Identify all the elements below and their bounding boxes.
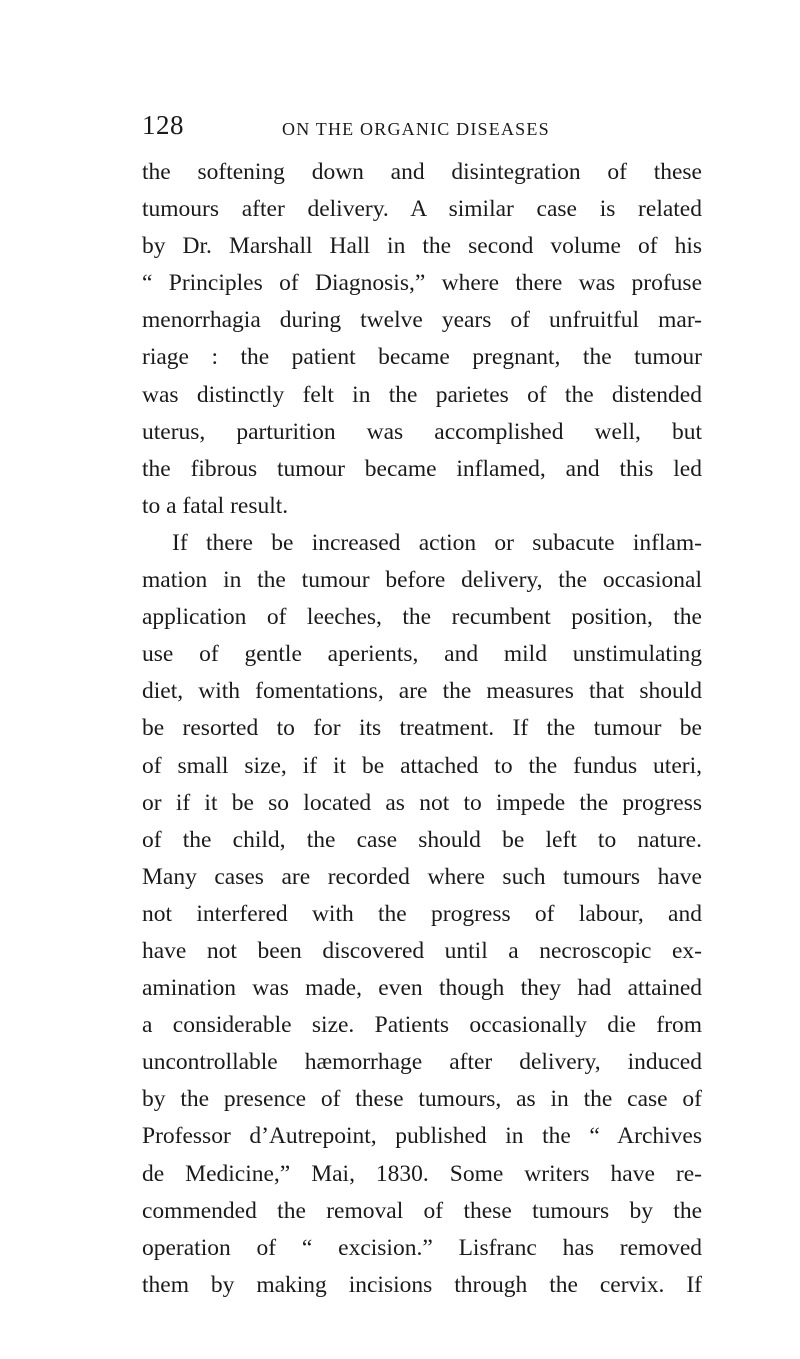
- text-line: riage : the patient became pregnant, the tumour: [142, 344, 702, 371]
- text-line: them by making incisions through the cervix. If: [142, 1271, 702, 1298]
- text-line: of the child, the case should be left to nature.: [142, 826, 702, 853]
- text-line: a considerable size. Patients occasionally die from: [142, 1012, 702, 1039]
- text-line: operation of “ excision.” Lisfranc has removed: [142, 1234, 702, 1261]
- text-line: to a fatal result.: [142, 492, 289, 519]
- text-line: commended the removal of these tumours by the: [142, 1197, 702, 1224]
- text-line: uterus, parturition was accomplished well, but: [142, 418, 702, 445]
- text-line: use of gentle aperients, and mild unstimulating: [142, 641, 702, 668]
- text-line: Many cases are recorded where such tumours have: [142, 863, 702, 890]
- text-line: tumours after delivery. A similar case is related: [142, 196, 702, 223]
- text-line: If there be increased action or subacute inflam-: [172, 529, 702, 556]
- text-line: diet, with fomentations, are the measures that should: [142, 678, 702, 705]
- text-line: uncontrollable hæmorrhage after delivery, induced: [142, 1049, 702, 1076]
- text-line: by the presence of these tumours, as in the case of: [142, 1086, 702, 1113]
- text-line: of small size, if it be attached to the fundus uteri,: [142, 752, 702, 779]
- text-line: menorrhagia during twelve years of unfruitful mar-: [142, 307, 702, 334]
- text-line: “ Principles of Diagnosis,” where there was profuse: [142, 270, 702, 297]
- text-line: de Medicine,” Mai, 1830. Some writers have re-: [142, 1160, 702, 1187]
- running-head: ON THE ORGANIC DISEASES: [282, 119, 550, 139]
- text-line: Professor d’Autrepoint, published in the “ Archives: [142, 1123, 702, 1150]
- text-line: or if it be so located as not to impede the progress: [142, 789, 702, 816]
- text-line: application of leeches, the recumbent position, the: [142, 604, 702, 631]
- text-line: have not been discovered until a necroscopic ex-: [142, 937, 702, 964]
- text-line: not interfered with the progress of labour, and: [142, 900, 702, 927]
- text-line: amination was made, even though they had attained: [142, 975, 702, 1002]
- text-line: mation in the tumour before delivery, the occasional: [142, 567, 702, 594]
- page-number: 128: [142, 110, 184, 140]
- body-text: [142, 154, 702, 1304]
- page-header: [142, 110, 702, 150]
- text-line: was distinctly felt in the parietes of the distended: [142, 381, 702, 408]
- text-line: the softening down and disintegration of these: [142, 159, 702, 185]
- text-line: be resorted to for its treatment. If the tumour be: [142, 715, 702, 742]
- text-line: by Dr. Marshall Hall in the second volume of his: [142, 233, 702, 260]
- text-line: the fibrous tumour became inflamed, and this led: [142, 455, 702, 482]
